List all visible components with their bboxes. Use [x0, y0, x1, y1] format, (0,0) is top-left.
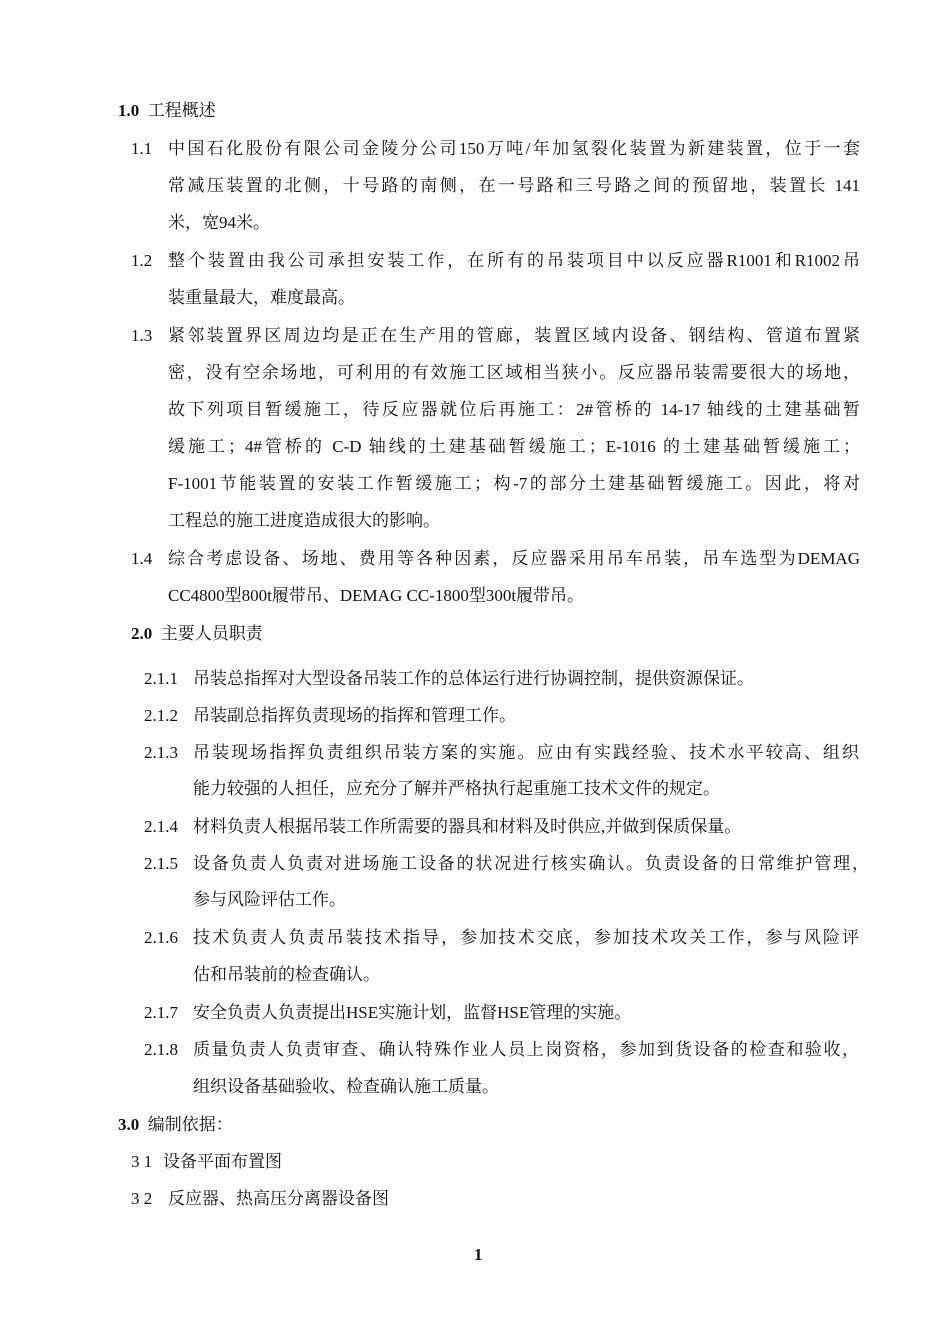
paragraph-line: 综合考虑设备、场地、费用等各种因素，反应器采用吊车吊装，吊车选型为DEMAG [168, 549, 860, 568]
section-number: 2.0 [131, 624, 153, 643]
section-number: 3.0 [118, 1115, 140, 1134]
item-number: 3 2 [131, 1189, 153, 1208]
item-number: 2.1.3 [144, 743, 178, 762]
paragraph-line: 紧邻装置界区周边均是正在生产用的管廊，装置区域内设备、钢结构、管道布置紧 [168, 326, 860, 345]
paragraph-line: 材料负责人根据吊装工作所需要的器具和材料及时供应,并做到保质保量。 [193, 817, 742, 836]
paragraph-line: 米，宽94米。 [168, 213, 270, 232]
paragraph-line: 反应器、热高压分离器设备图 [168, 1189, 389, 1208]
paragraph-line: F-1001节能装置的安装工作暂缓施工；构-7的部分土建基础暂缓施工。因此，将对 [168, 474, 860, 493]
section-title: 主要人员职责 [160, 624, 263, 643]
paragraph-line: 安全负责人负责提出HSE实施计划，监督HSE管理的实施。 [193, 1003, 632, 1022]
item-number: 2.1.2 [144, 706, 178, 725]
section-title: 工程概述 [147, 101, 216, 120]
section-heading [118, 100, 216, 122]
paragraph-line: 中国石化股份有限公司金陵分公司150万吨/年加氢裂化装置为新建装置，位于一套 [168, 139, 860, 158]
paragraph-line: 故下列项目暂缓施工，待反应器就位后再施工：2#管桥的 14-17 轴线的土建基础暂 [168, 400, 860, 419]
item-number: 2.1.4 [144, 817, 178, 836]
paragraph-line: 组织设备基础验收、检查确认施工质量。 [193, 1077, 499, 1096]
item-number: 1.3 [131, 326, 153, 345]
paragraph-line: 估和吊装前的检查确认。 [193, 965, 380, 984]
item-number: 2.1.7 [144, 1003, 178, 1022]
item-number: 1.1 [131, 139, 153, 158]
paragraph-line: CC4800型800t履带吊、DEMAG CC-1800型300t履带吊。 [168, 586, 585, 605]
item-number: 2.1.6 [144, 928, 178, 947]
item-number: 3 1 [131, 1152, 153, 1171]
item-number: 2.1.5 [144, 854, 178, 873]
section-title: 编制依据： [147, 1115, 233, 1134]
paragraph-line: 设备平面布置图 [163, 1152, 282, 1171]
section-number: 1.0 [118, 101, 140, 120]
paragraph-line: 能力较强的人担任，应充分了解并严格执行起重施工技术文件的规定。 [193, 779, 720, 798]
paragraph-line: 工程总的施工进度造成很大的影响。 [168, 511, 440, 530]
item-number: 1.4 [131, 549, 153, 568]
paragraph-line: 吊装副总指挥负责现场的指挥和管理工作。 [193, 706, 516, 725]
paragraph-line: 质量负责人负责审查、确认特殊作业人员上岗资格，参加到货设备的检查和验收， [193, 1040, 859, 1059]
section-heading [131, 623, 263, 645]
section-heading [118, 1114, 233, 1136]
paragraph-line: 密，没有空余场地，可利用的有效施工区域相当狭小。反应器吊装需要很大的场地， [168, 363, 860, 382]
paragraph-line: 常减压装置的北侧，十号路的南侧，在一号路和三号路之间的预留地，装置长 141 [168, 176, 860, 195]
item-number: 2.1.1 [144, 669, 178, 688]
paragraph-line: 整个装置由我公司承担安装工作，在所有的吊装项目中以反应器R1001和R1002吊 [168, 251, 860, 270]
paragraph-line: 参与风险评估工作。 [193, 890, 346, 909]
paragraph-line: 技术负责人负责吊装技术指导，参加技术交底，参加技术攻关工作，参与风险评 [193, 928, 859, 947]
paragraph-line: 吊装总指挥对大型设备吊装工作的总体运行进行协调控制，提供资源保证。 [193, 669, 754, 688]
paragraph-line: 设备负责人负责对进场施工设备的状况进行核实确认。负责设备的日常维护管理， [193, 854, 869, 873]
paragraph-line: 装重量最大，难度最高。 [168, 288, 355, 307]
page-number: 1 [474, 1245, 483, 1264]
item-number: 1.2 [131, 251, 153, 270]
item-number: 2.1.8 [144, 1040, 178, 1059]
paragraph-line: 吊装现场指挥负责组织吊装方案的实施。应由有实践经验、技术水平较高、组织 [193, 743, 859, 762]
paragraph-line: 缓施工；4#管桥的 C-D 轴线的土建基础暂缓施工；E-1016 的土建基础暂缓施工； [168, 437, 860, 456]
